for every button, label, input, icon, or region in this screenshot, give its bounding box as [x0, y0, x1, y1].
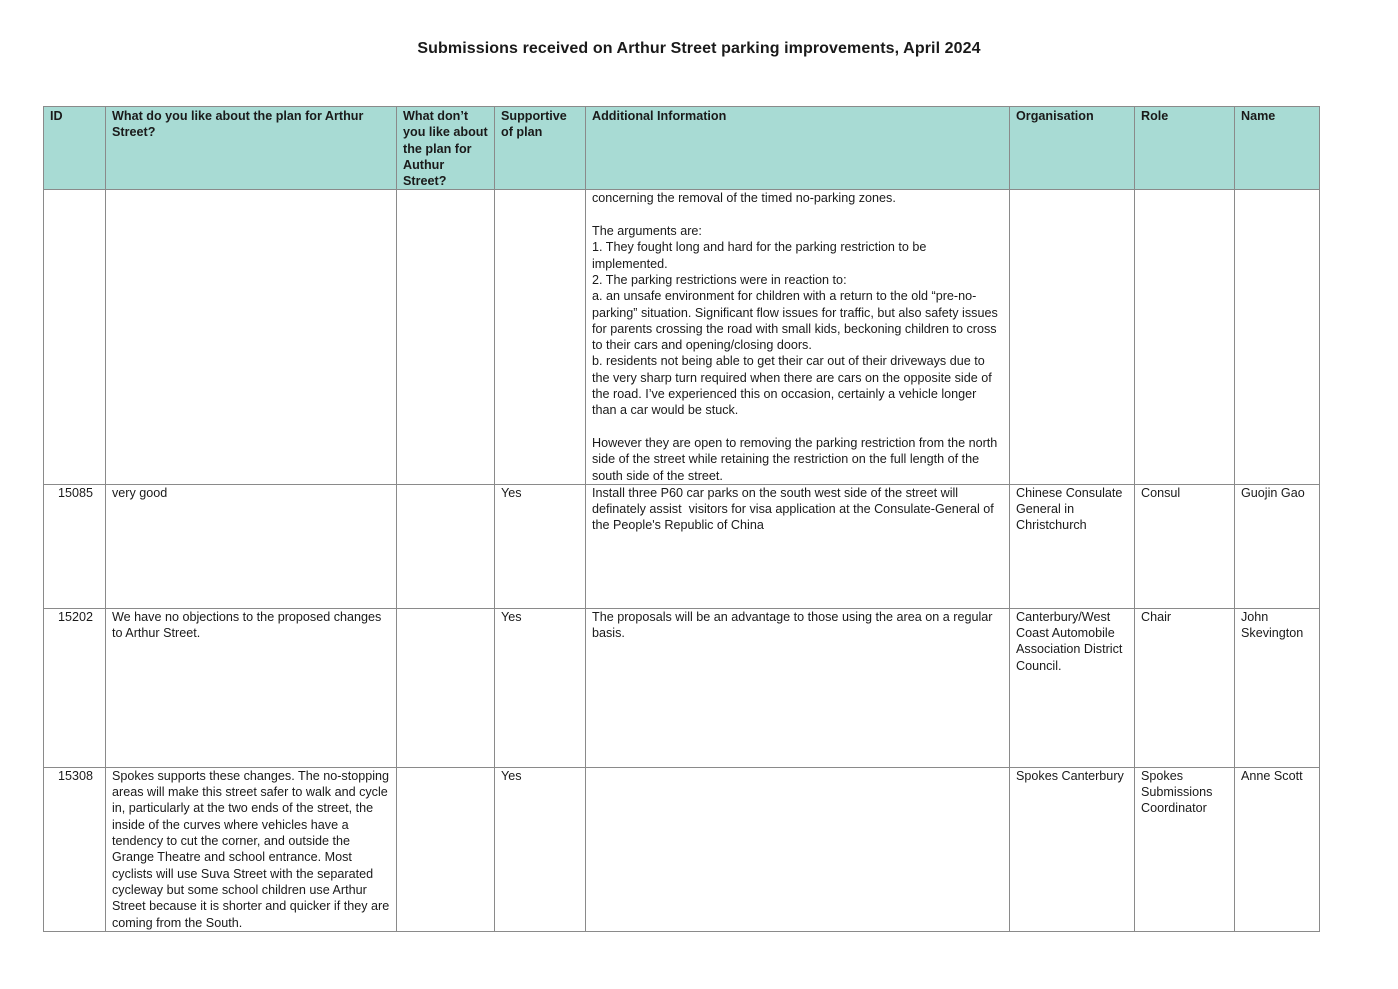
cell-like: very good: [106, 484, 397, 608]
table-row: [44, 767, 1320, 931]
cell-dislike: [397, 767, 495, 931]
table-row: [44, 608, 1320, 767]
cell-like: Spokes supports these changes. The no-stopping areas will make this street safer to walk and cycle in, particularly at the two ends of the street, the inside of the curves where vehicles have a tendency to cut the corner, and outside the Grange Theatre and school entrance. Most cyclists will use Suva Street with the separated cycleway but some school children use Arthur Street because it is shorter and quicker if they are coming from the South.: [106, 767, 397, 931]
cell-organisation: [1010, 190, 1135, 484]
table-header-row: [44, 107, 1320, 190]
cell-name: Guojin Gao: [1235, 484, 1320, 608]
cell-dislike: [397, 608, 495, 767]
cell-dislike: [397, 484, 495, 608]
table-row: [44, 484, 1320, 608]
page-title: Submissions received on Arthur Street parking improvements, April 2024: [417, 40, 981, 57]
cell-info: Install three P60 car parks on the south west side of the street will definately assist visitors for visa application at the Consulate-General of the People's Republic of China: [586, 484, 1010, 608]
cell-name: [1235, 190, 1320, 484]
cell-dislike: [397, 190, 495, 484]
cell-supportive: Yes: [495, 608, 586, 767]
cell-info: concerning the removal of the timed no-parking zones. The arguments are: 1. They fought long and hard for the parking restriction to be implemented. 2. The parking restrictions were in reaction to: a. an unsafe environment for children with a return to the old “pre-no-parking” situation. Significant flow issues for traffic, but also safety issues for parents crossing the road with small kids, beckoning children to cross to their cars and opening/closing doors. b. residents not being able to get their car out of their driveways due to the very sharp turn required when there are cars on the opposite side of the road. I’ve experienced this on occasion, certainly a vehicle longer than a car would be stuck. However they are open to removing the parking restriction from the north side of the street while retaining the restriction on the full length of the south side of the street.: [586, 190, 1010, 484]
cell-like: [106, 190, 397, 484]
cell-role: Consul: [1135, 484, 1235, 608]
cell-supportive: Yes: [495, 767, 586, 931]
cell-info: [586, 767, 1010, 931]
submissions-table: [43, 106, 1320, 932]
header-name: Name: [1235, 107, 1320, 190]
header-role: Role: [1135, 107, 1235, 190]
cell-name: John Skevington: [1235, 608, 1320, 767]
cell-supportive: Yes: [495, 484, 586, 608]
cell-role: [1135, 190, 1235, 484]
cell-organisation: Chinese Consulate General in Christchurch: [1010, 484, 1135, 608]
header-info: Additional Information: [586, 107, 1010, 190]
cell-organisation: Spokes Canterbury: [1010, 767, 1135, 931]
header-like: What do you like about the plan for Arthur Street?: [106, 107, 397, 190]
cell-id: [44, 190, 106, 484]
cell-id: 15085: [44, 484, 106, 608]
header-dislike: What don’t you like about the plan for Authur Street?: [397, 107, 495, 190]
cell-like: We have no objections to the proposed changes to Arthur Street.: [106, 608, 397, 767]
cell-organisation: Canterbury/West Coast Automobile Association District Council.: [1010, 608, 1135, 767]
header-id: ID: [44, 107, 106, 190]
cell-supportive: [495, 190, 586, 484]
table-row: [44, 190, 1320, 484]
header-organisation: Organisation: [1010, 107, 1135, 190]
cell-role: Chair: [1135, 608, 1235, 767]
header-supportive: Supportive of plan: [495, 107, 586, 190]
cell-id: 15202: [44, 608, 106, 767]
cell-id: 15308: [44, 767, 106, 931]
cell-name: Anne Scott: [1235, 767, 1320, 931]
cell-info: The proposals will be an advantage to those using the area on a regular basis.: [586, 608, 1010, 767]
cell-role: Spokes Submissions Coordinator: [1135, 767, 1235, 931]
